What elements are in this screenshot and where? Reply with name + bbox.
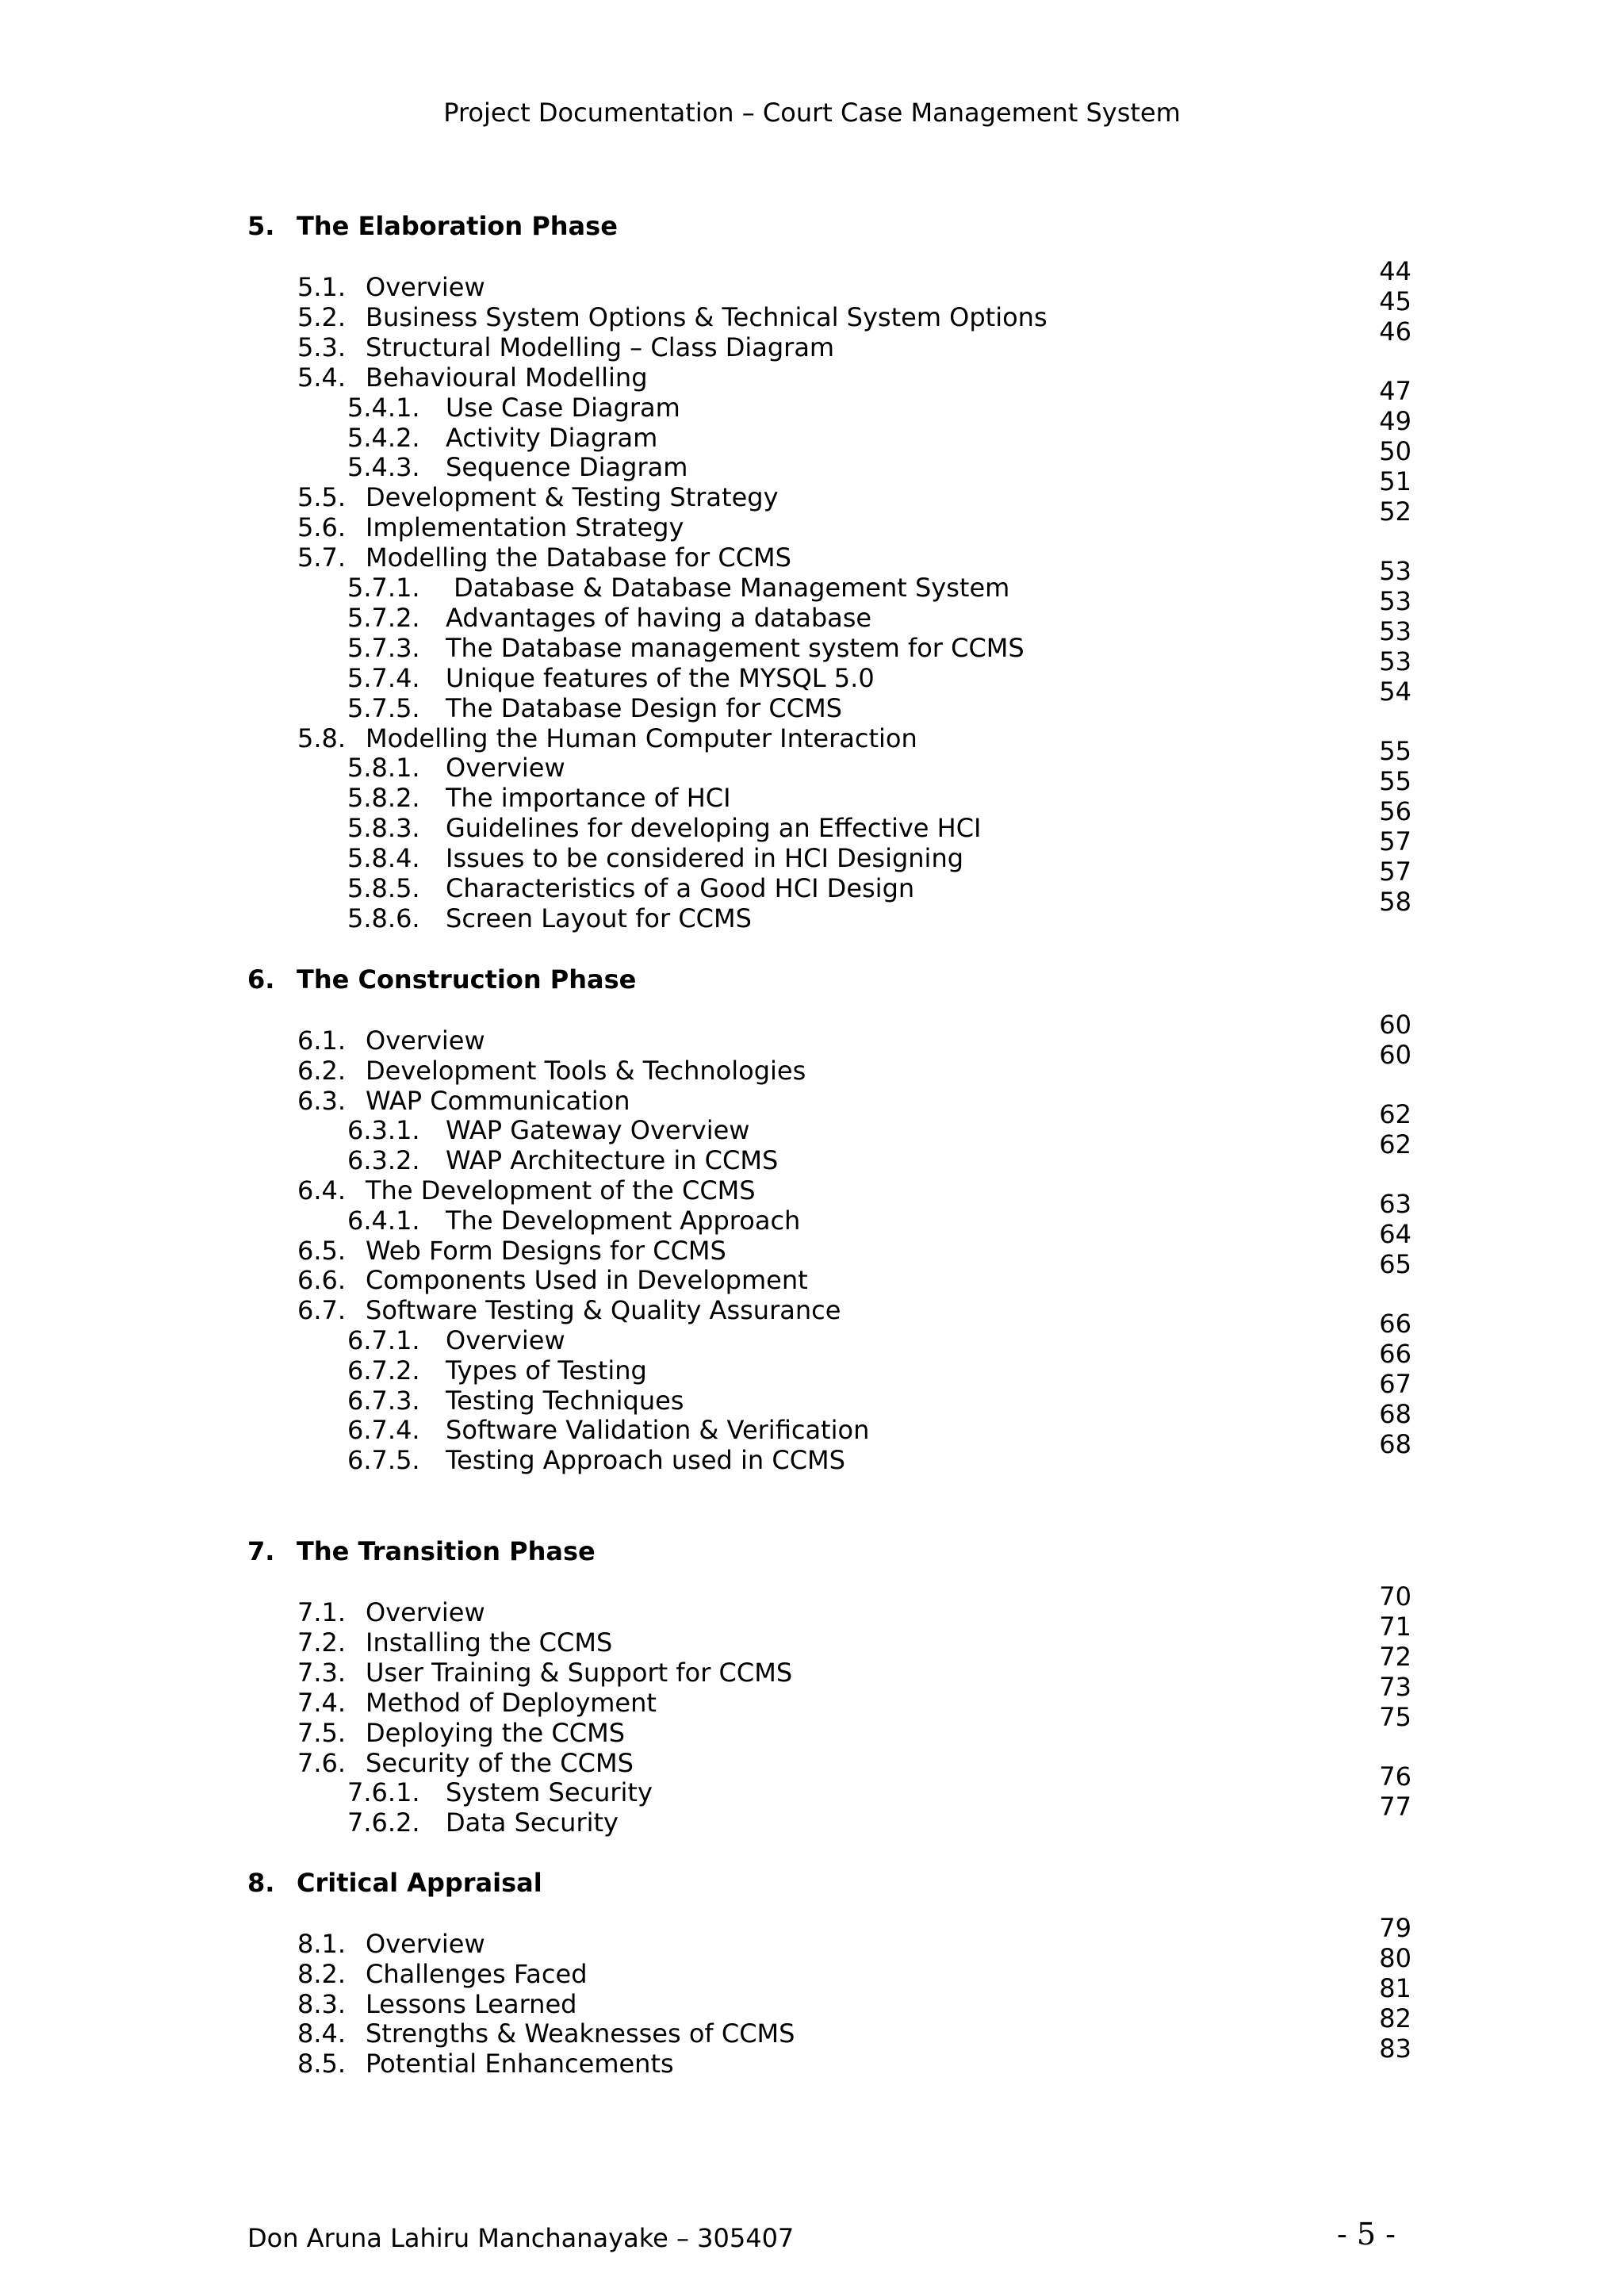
toc-entry[interactable] [297, 301, 1048, 333]
toc-entry-title: Behavioural Modelling [366, 362, 648, 393]
toc-page-number: 54 [1379, 677, 1411, 707]
toc-entry-number: 6.7.3. [347, 1385, 420, 1416]
toc-entry[interactable] [297, 271, 485, 303]
toc-entry-number: 7.2. [297, 1627, 347, 1658]
toc-entry-number: 6.3.1. [347, 1115, 420, 1146]
toc-entry-title: Overview [366, 1929, 485, 1959]
toc-page-number: 66 [1379, 1339, 1411, 1369]
toc-page-number: 58 [1379, 887, 1411, 917]
toc-page-number: 62 [1379, 1129, 1411, 1159]
toc-entry[interactable] [297, 1294, 841, 1326]
toc-entry-title: Implementation Strategy [366, 512, 684, 543]
toc-page-number: 45 [1379, 286, 1411, 316]
toc-entry-title: Screen Layout for CCMS [446, 903, 752, 933]
toc-entry-title: Data Security [446, 1807, 619, 1838]
toc-entry[interactable] [347, 872, 914, 904]
toc-entry[interactable] [347, 692, 842, 724]
footer-page-number: - 5 - [1336, 2217, 1396, 2252]
toc-page-number: 50 [1379, 436, 1411, 466]
toc-page-number: 62 [1379, 1099, 1411, 1129]
toc-entry-number: 6.7.1. [347, 1325, 420, 1355]
toc-page-number: 65 [1379, 1249, 1411, 1279]
toc-entry[interactable] [347, 632, 1025, 664]
toc-page-number: 51 [1379, 466, 1411, 496]
toc-entry[interactable] [347, 392, 680, 424]
toc-entry-title: Characteristics of a Good HCI Design [446, 873, 915, 903]
toc-entry-title: Overview [446, 753, 565, 784]
toc-entry[interactable] [297, 1747, 634, 1779]
section-number: 7. [247, 1536, 275, 1566]
toc-entry-title: Software Validation & Verification [446, 1415, 870, 1446]
toc-entry-number: 5.4.3. [347, 452, 420, 483]
footer-author: Don Aruna Lahiru Manchanayake – 305407 [247, 2223, 795, 2253]
toc-entry[interactable] [347, 1444, 845, 1476]
toc-entry-title: Advantages of having a database [446, 602, 872, 633]
toc-page-number: 47 [1379, 376, 1411, 406]
toc-entry-title: WAP Gateway Overview [446, 1115, 750, 1146]
toc-entry-title: Strengths & Weaknesses of CCMS [366, 2018, 795, 2049]
toc-entry[interactable] [297, 542, 791, 573]
toc-entry-number: 6.6. [297, 1265, 347, 1296]
toc-page-number: 49 [1379, 406, 1411, 436]
toc-entry-number: 7.6. [297, 1747, 347, 1778]
toc-entry-title: Sequence Diagram [446, 452, 688, 483]
toc-page-number: 73 [1379, 1672, 1411, 1702]
toc-entry[interactable] [297, 1687, 657, 1719]
toc-page-number: 57 [1379, 857, 1411, 887]
toc-entry[interactable] [347, 1385, 684, 1416]
toc-entry-number: 7.6.1. [347, 1777, 420, 1808]
toc-entry-number: 6.3.2. [347, 1145, 420, 1176]
section-number: 6. [247, 964, 275, 995]
toc-entry-number: 7.3. [297, 1657, 347, 1688]
toc-entry-number: 7.4. [297, 1687, 347, 1718]
section-number: 8. [247, 1868, 275, 1898]
section-heading [247, 964, 636, 995]
toc-entry-title: Testing Approach used in CCMS [446, 1445, 845, 1476]
toc-entry[interactable] [347, 1777, 653, 1808]
toc-page-number: 83 [1379, 2033, 1411, 2064]
toc-entry-number: 5.8.5. [347, 873, 420, 903]
toc-page-number: 72 [1379, 1642, 1411, 1672]
toc-entry-title: Overview [366, 1597, 485, 1627]
toc-entry[interactable] [297, 723, 917, 754]
section-heading [247, 1535, 596, 1567]
toc-entry[interactable] [297, 1085, 630, 1117]
toc-entry-title: Overview [366, 272, 485, 302]
toc-entry-title: Modelling the Database for CCMS [366, 542, 791, 573]
toc-entry-number: 5.4. [297, 362, 347, 393]
toc-entry-title: Business System Options & Technical System Options [366, 301, 1048, 332]
toc-entry[interactable] [347, 662, 875, 694]
toc-page-number: 79 [1379, 1913, 1411, 1943]
toc-entry[interactable] [297, 362, 648, 393]
toc-entry-title: Testing Techniques [446, 1385, 684, 1416]
toc-page-number: 77 [1379, 1792, 1411, 1822]
toc-entry[interactable] [297, 1235, 726, 1267]
toc-page-number: 55 [1379, 736, 1411, 766]
toc-entry-number: 7.5. [297, 1717, 347, 1748]
toc-entry-title: Overview [366, 1025, 485, 1056]
toc-entry-title: Development Tools & Technologies [366, 1055, 806, 1086]
toc-entry[interactable] [347, 1807, 619, 1838]
toc-entry-title: System Security [446, 1777, 653, 1808]
toc-entry[interactable] [297, 2018, 795, 2049]
toc-entry-number: 7.1. [297, 1597, 347, 1627]
toc-entry-title: Potential Enhancements [366, 2049, 674, 2079]
toc-entry-title: The importance of HCI [446, 783, 731, 814]
toc-entry-title: Components Used in Development [366, 1265, 808, 1296]
toc-entry[interactable] [347, 903, 752, 934]
toc-page-number: 68 [1379, 1399, 1411, 1429]
toc-page-number: 53 [1379, 646, 1411, 677]
toc-entry-title: Installing the CCMS [366, 1627, 613, 1658]
toc-entry-number: 5.1. [297, 272, 347, 302]
toc-page-number: 71 [1379, 1612, 1411, 1642]
toc-entry-title: Challenges Faced [366, 1958, 588, 1989]
toc-page-number: 82 [1379, 2003, 1411, 2033]
toc-entry-number: 5.3. [297, 332, 347, 362]
toc-entry[interactable] [297, 512, 684, 543]
toc-entry-number: 8.3. [297, 1988, 347, 2019]
toc-entry[interactable] [347, 1414, 869, 1446]
toc-entry-title: Deploying the CCMS [366, 1717, 625, 1748]
toc-page-number: 68 [1379, 1429, 1411, 1459]
toc-entry-title: Method of Deployment [366, 1687, 657, 1718]
toc-entry[interactable] [297, 1958, 588, 1990]
toc-entry-number: 5.4.2. [347, 422, 420, 453]
toc-page-number: 67 [1379, 1369, 1411, 1399]
toc-entry-title: Types of Testing [446, 1355, 647, 1386]
toc-entry[interactable] [347, 1205, 800, 1236]
toc-page-number: 80 [1379, 1943, 1411, 1973]
toc-entry-number: 5.7.5. [347, 692, 420, 723]
toc-entry[interactable] [297, 1627, 612, 1658]
toc-entry-number: 8.2. [297, 1958, 347, 1989]
toc-entry[interactable] [347, 451, 688, 483]
toc-entry[interactable] [347, 602, 871, 634]
toc-page-number: 60 [1379, 1010, 1411, 1040]
section-title-text: Critical Appraisal [297, 1868, 542, 1898]
toc-entry-number: 5.7.1. [347, 573, 420, 603]
toc-page-number: 46 [1379, 316, 1411, 347]
toc-entry[interactable] [297, 2048, 674, 2079]
toc-entry-number: 5.8.6. [347, 903, 420, 933]
toc-entry-title: WAP Communication [366, 1085, 630, 1116]
toc-entry-title: Issues to be considered in HCI Designing [446, 843, 964, 874]
toc-entry-number: 5.7.3. [347, 632, 420, 663]
toc-entry-number: 6.4.1. [347, 1205, 420, 1236]
toc-entry[interactable] [297, 332, 834, 363]
toc-entry[interactable] [297, 1055, 806, 1087]
toc-page-number: 53 [1379, 616, 1411, 646]
section-heading [247, 210, 618, 242]
toc-entry-title: Activity Diagram [446, 422, 658, 453]
toc-entry-number: 8.5. [297, 2049, 347, 2079]
toc-entry-title: Lessons Learned [366, 1988, 577, 2019]
toc-entry-title: Use Case Diagram [446, 392, 680, 423]
section-title-text: The Elaboration Phase [297, 211, 618, 241]
toc-entry-number: 5.4.1. [347, 392, 420, 423]
section-number: 5. [247, 211, 275, 241]
toc-entry-title: Web Form Designs for CCMS [366, 1235, 726, 1266]
toc-entry[interactable] [347, 1324, 565, 1356]
toc-entry-title: The Database Design for CCMS [446, 692, 842, 723]
toc-page-number: 75 [1379, 1702, 1411, 1732]
toc-entry-title: WAP Architecture in CCMS [446, 1145, 779, 1176]
toc-entry[interactable] [347, 842, 963, 874]
toc-entry-title: Database & Database Management System [446, 573, 1010, 603]
toc-entry-title: Modelling the Human Computer Interaction [366, 723, 917, 753]
toc-entry-number: 6.7.5. [347, 1445, 420, 1476]
toc-page-number: 56 [1379, 796, 1411, 826]
toc-entry[interactable] [297, 1596, 485, 1628]
toc-entry[interactable] [297, 1264, 808, 1296]
toc-page-number: 44 [1379, 256, 1411, 286]
toc-entry-number: 8.4. [297, 2018, 347, 2049]
toc-page-number: 53 [1379, 586, 1411, 616]
toc-page-number: 57 [1379, 826, 1411, 857]
toc-entry-number: 5.8. [297, 723, 347, 753]
toc-entry[interactable] [347, 1355, 647, 1386]
section-title-text: The Transition Phase [297, 1536, 596, 1566]
toc-entry[interactable] [297, 1717, 625, 1749]
toc-entry-number: 8.1. [297, 1929, 347, 1959]
toc-entry[interactable] [347, 422, 657, 454]
toc-page-number: 64 [1379, 1219, 1411, 1249]
toc-entry[interactable] [347, 1144, 778, 1176]
toc-entry-title: Overview [446, 1325, 565, 1355]
toc-page-number: 66 [1379, 1309, 1411, 1339]
toc-entry-title: Software Testing & Quality Assurance [366, 1295, 841, 1326]
toc-entry[interactable] [297, 1988, 576, 2020]
page-header: Project Documentation – Court Case Management System [443, 98, 1181, 128]
toc-entry-title: Unique features of the MYSQL 5.0 [446, 662, 875, 693]
toc-page-number: 52 [1379, 496, 1411, 527]
section-title-text: The Construction Phase [297, 964, 637, 995]
toc-entry-title: Structural Modelling – Class Diagram [366, 332, 835, 362]
toc-entry-title: The Development Approach [446, 1205, 801, 1236]
toc-entry-title: Guidelines for developing an Effective HCI [446, 813, 982, 844]
toc-entry-title: Development & Testing Strategy [366, 482, 779, 513]
toc-entry-number: 5.6. [297, 512, 347, 543]
toc-page-number: 63 [1379, 1189, 1411, 1219]
toc-entry-number: 5.5. [297, 482, 347, 513]
toc-entry-number: 6.7.4. [347, 1415, 420, 1446]
toc-entry-number: 5.8.1. [347, 753, 420, 784]
toc-page-number: 76 [1379, 1761, 1411, 1792]
toc-entry-number: 5.7.2. [347, 602, 420, 633]
toc-entry[interactable] [297, 1025, 485, 1056]
toc-entry-number: 6.1. [297, 1025, 347, 1056]
toc-entry[interactable] [347, 752, 565, 784]
toc-entry-number: 5.8.2. [347, 783, 420, 814]
toc-page-number: 55 [1379, 766, 1411, 796]
toc-entry[interactable] [297, 1175, 756, 1206]
toc-page-number: 60 [1379, 1040, 1411, 1070]
toc-page-number: 70 [1379, 1581, 1411, 1612]
toc-entry[interactable] [347, 782, 731, 814]
toc-entry-title: Security of the CCMS [366, 1747, 634, 1778]
toc-entry-number: 5.7.4. [347, 662, 420, 693]
toc-entry-number: 6.2. [297, 1055, 347, 1086]
toc-entry[interactable] [297, 1657, 792, 1688]
toc-entry-number: 5.8.3. [347, 813, 420, 844]
toc-entry-number: 5.2. [297, 301, 347, 332]
toc-entry-number: 6.5. [297, 1235, 347, 1266]
toc-entry-number: 7.6.2. [347, 1807, 420, 1838]
toc-entry-title: The Development of the CCMS [366, 1175, 756, 1205]
toc-entry-title: The Database management system for CCMS [446, 632, 1025, 663]
toc-page-number: 53 [1379, 556, 1411, 586]
toc-entry-title: User Training & Support for CCMS [366, 1657, 793, 1688]
toc-entry[interactable] [347, 1114, 749, 1146]
toc-entry-number: 5.8.4. [347, 843, 420, 874]
toc-entry[interactable] [297, 1928, 485, 1960]
toc-page-number: 81 [1379, 1973, 1411, 2003]
toc-entry-number: 6.7. [297, 1295, 347, 1326]
toc-entry[interactable] [347, 812, 981, 844]
toc-entry-number: 6.4. [297, 1175, 347, 1205]
section-heading [247, 1867, 542, 1899]
toc-entry-number: 5.7. [297, 542, 347, 573]
toc-entry[interactable] [347, 572, 1009, 604]
toc-entry-number: 6.7.2. [347, 1355, 420, 1386]
toc-entry-number: 6.3. [297, 1085, 347, 1116]
toc-entry[interactable] [297, 481, 779, 513]
